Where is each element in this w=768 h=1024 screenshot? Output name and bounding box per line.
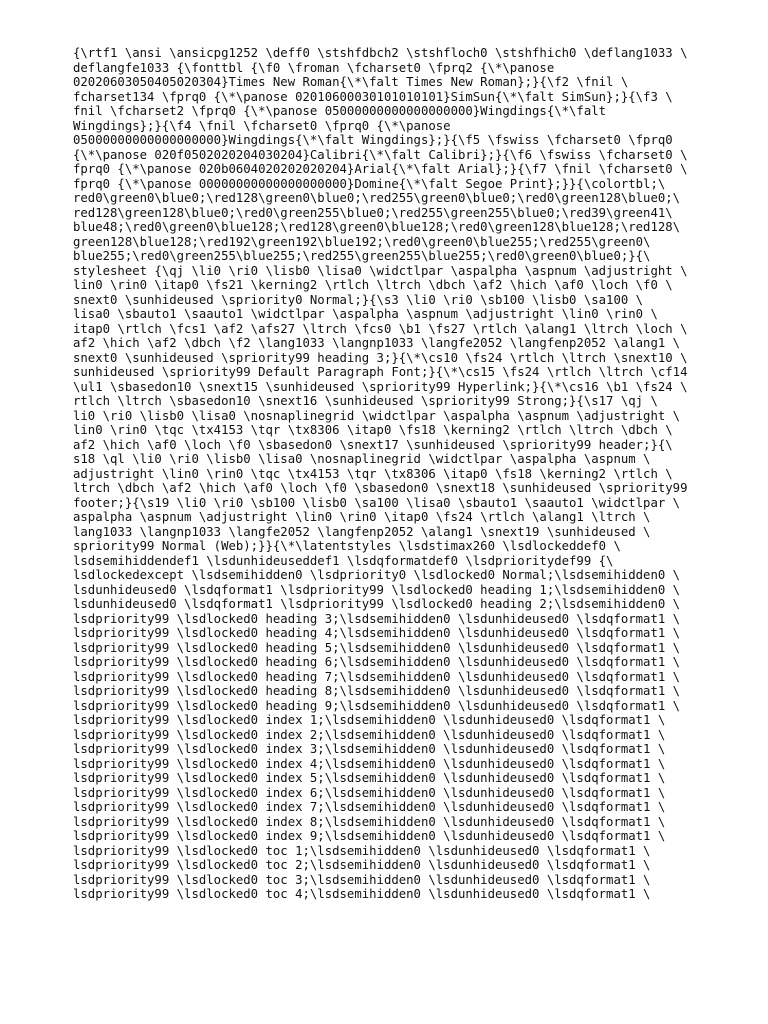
text-line: 05000000000000000000}Wingdings{\*\falt Wingdings};}{\f5 \fswiss \fcharset0 \fprq0 xyxy=(73,133,673,147)
text-line: lsdunhideused0 \lsdqformat1 \lsdpriority99 \lsdlocked0 heading 2;\lsdsemihidden0 \ xyxy=(73,597,681,611)
text-line: {\rtf1 \ansi \ansicpg1252 \deff0 \stshfdbch2 \stshfloch0 \stshfhich0 \deflang1033 \ xyxy=(73,46,688,60)
text-line xyxy=(73,902,753,917)
text-line: snext0 \sunhideused \spriority0 Normal;}{\s3 \li0 \ri0 \sb100 \lisb0 \sa100 \ xyxy=(73,292,644,307)
text-line: fnil \fcharset2 \fprq0 {\*\panose 05000000000000000000}Wingdings{\*\falt xyxy=(73,104,607,118)
text-line: itap0 \rtlch \fcs1 \af2 \afs27 \ltrch \fcs0 \b1 \fs27 \rtlch \alang1 \ltrch \loch \ xyxy=(73,321,688,336)
text-line: lsdpriority99 \lsdlocked0 index 1;\lsdsemihidden0 \lsdunhideused0 \lsdqformat1 \ xyxy=(73,713,666,727)
text-line: af2 \hich \af2 \dbch \f2 \lang1033 \langnp1033 \langfe2052 \langfenp2052 \alang1 \ xyxy=(73,336,681,350)
text-line: aspalpha \aspnum \adjustright \lin0 \rin0 \itap0 \fs24 \rtlch \alang1 \ltrch \ xyxy=(73,510,651,524)
text-line: lsdpriority99 \lsdlocked0 index 2;\lsdsemihidden0 \lsdunhideused0 \lsdqformat1 \ xyxy=(73,727,666,742)
text-line: lsdpriority99 \lsdlocked0 index 3;\lsdsemihidden0 \lsdunhideused0 \lsdqformat1 \ xyxy=(73,742,666,756)
text-line: spriority99 Normal (Web);}}{\*\latentstyles \lsdstimax260 \lsdlockeddef0 \ xyxy=(73,539,621,553)
text-line: lsdpriority99 \lsdlocked0 index 5;\lsdsemihidden0 \lsdunhideused0 \lsdqformat1 \ xyxy=(73,771,666,785)
text-line: adjustright \lin0 \rin0 \tqc \tx4153 \tqr \tx8306 \itap0 \fs18 \kerning2 \rtlch \ xyxy=(73,466,673,481)
text-line: red128\green128\blue0;\red0\green255\blue0;\red255\green255\blue0;\red39\green41\ xyxy=(73,205,673,220)
text-line: lisa0 \sbauto1 \saauto1 \widctlpar \aspalpha \aspnum \adjustright \lin0 \rin0 \ xyxy=(73,307,658,321)
text-line: blue255;\red0\green255\blue255;\red255\green255\blue255;\red0\green0\blue0;}{\ xyxy=(73,249,651,263)
text-line: 02020603050405020304}Times New Roman{\*\falt Times New Roman};}{\f2 \fnil \ xyxy=(73,75,629,89)
text-line: lsdpriority99 \lsdlocked0 index 7;\lsdsemihidden0 \lsdunhideused0 \lsdqformat1 \ xyxy=(73,800,666,814)
text-line: s18 \ql \li0 \ri0 \lisb0 \lisa0 \nosnaplinegrid \widctlpar \aspalpha \aspnum \ xyxy=(73,452,651,466)
text-line: lin0 \rin0 \tqc \tx4153 \tqr \tx8306 \itap0 \fs18 \kerning2 \rtlch \ltrch \dbch \ xyxy=(73,423,673,437)
text-line: sunhideused \spriority99 Default Paragraph Font;}{\*\cs15 \fs24 \rtlch \ltrch \cf14 xyxy=(73,365,688,379)
text-line: lsdpriority99 \lsdlocked0 heading 6;\lsdsemihidden0 \lsdunhideused0 \lsdqformat1 \ xyxy=(73,655,681,669)
text-line: {\*\panose 020f0502020204030204}Calibri{\*\falt Calibri};}{\f6 \fswiss \fcharset0 \ xyxy=(73,147,688,162)
text-line: lsdpriority99 \lsdlocked0 index 8;\lsdsemihidden0 \lsdunhideused0 \lsdqformat1 \ xyxy=(73,814,666,829)
text-line: li0 \ri0 \lisb0 \lisa0 \nosnaplinegrid \widctlpar \aspalpha \aspnum \adjustright \ xyxy=(73,408,681,423)
text-line: lsdpriority99 \lsdlocked0 toc 4;\lsdsemihidden0 \lsdunhideused0 \lsdqformat1 \ xyxy=(73,887,651,901)
text-line: deflangfe1033 {\fonttbl {\f0 \froman \fcharset0 \fprq2 {\*\panose xyxy=(73,60,555,75)
text-line: lsdsemihiddendef1 \lsdunhideuseddef1 \lsdqformatdef0 \lsdprioritydef99 {\ xyxy=(73,553,614,568)
text-line: rtlch \ltrch \sbasedon10 \snext16 \sunhideused \spriority99 Strong;}{\s17 \qj \ xyxy=(73,394,658,408)
text-line: lsdpriority99 \lsdlocked0 index 4;\lsdsemihidden0 \lsdunhideused0 \lsdqformat1 \ xyxy=(73,756,666,771)
text-line: lsdpriority99 \lsdlocked0 heading 7;\lsdsemihidden0 \lsdunhideused0 \lsdqformat1 \ xyxy=(73,669,681,684)
text-line: lsdpriority99 \lsdlocked0 heading 5;\lsdsemihidden0 \lsdunhideused0 \lsdqformat1 \ xyxy=(73,640,681,655)
text-line: lsdpriority99 \lsdlocked0 index 6;\lsdsemihidden0 \lsdunhideused0 \lsdqformat1 \ xyxy=(73,785,666,800)
text-line: lsdpriority99 \lsdlocked0 toc 2;\lsdsemihidden0 \lsdunhideused0 \lsdqformat1 \ xyxy=(73,858,651,872)
text-line: fprq0 {\*\panose 020b0604020202020204}Arial{\*\falt Arial};}{\f7 \fnil \fcharset0 \ xyxy=(73,162,688,176)
text-line: lsdlockedexcept \lsdsemihidden0 \lsdpriority0 \lsdlocked0 Normal;\lsdsemihidden0 \ xyxy=(73,568,681,582)
text-line: fprq0 {\*\panose 00000000000000000000}Domine{\*\falt Segoe Print};}}{\colortbl;\ xyxy=(73,176,666,191)
text-line: \ul1 \sbasedon10 \snext15 \sunhideused \spriority99 Hyperlink;}{\*\cs16 \b1 \fs24 \ xyxy=(73,379,688,394)
text-line: lsdpriority99 \lsdlocked0 heading 4;\lsdsemihidden0 \lsdunhideused0 \lsdqformat1 \ xyxy=(73,626,681,640)
text-line: ltrch \dbch \af2 \hich \af0 \loch \f0 \sbasedon0 \snext18 \sunhideused \spriority99 xyxy=(73,481,688,495)
text-line: lang1033 \langnp1033 \langfe2052 \langfenp2052 \alang1 \snext19 \sunhideused \ xyxy=(73,524,651,539)
text-line: Wingdings};}{\f4 \fnil \fcharset0 \fprq0 {\*\panose xyxy=(73,118,451,133)
text-line: fcharset134 \fprq0 {\*\panose 02010600030101010101}SimSun{\*\falt SimSun};}{\f3 \ xyxy=(73,89,673,104)
text-line: lin0 \rin0 \itap0 \fs21 \kerning2 \rtlch \ltrch \dbch \af2 \hich \af0 \loch \f0 \ xyxy=(73,278,673,292)
text-line: stylesheet {\qj \li0 \ri0 \lisb0 \lisa0 \widctlpar \aspalpha \aspnum \adjustright \ xyxy=(73,263,688,278)
text-line: blue48;\red0\green0\blue128;\red128\green0\blue128;\red0\green128\blue128;\red128\ xyxy=(73,220,681,234)
text-line: green128\blue128;\red192\green192\blue192;\red0\green0\blue255;\red255\green0\ xyxy=(73,234,651,249)
text-line: lsdpriority99 \lsdlocked0 heading 8;\lsdsemihidden0 \lsdunhideused0 \lsdqformat1 \ xyxy=(73,684,681,698)
text-line: lsdpriority99 \lsdlocked0 index 9;\lsdsemihidden0 \lsdunhideused0 \lsdqformat1 \ xyxy=(73,829,666,843)
text-line: snext0 \sunhideused \spriority99 heading 3;}{\*\cs10 \fs24 \rtlch \ltrch \snext10 \ xyxy=(73,350,688,365)
text-line: lsdpriority99 \lsdlocked0 heading 9;\lsdsemihidden0 \lsdunhideused0 \lsdqformat1 \ xyxy=(73,698,681,713)
text-line: lsdpriority99 \lsdlocked0 heading 3;\lsdsemihidden0 \lsdunhideused0 \lsdqformat1 \ xyxy=(73,611,681,626)
text-line: lsdunhideused0 \lsdqformat1 \lsdpriority99 \lsdlocked0 heading 1;\lsdsemihidden0 \ xyxy=(73,582,681,597)
text-line: red0\green0\blue0;\red128\green0\blue0;\red255\green0\blue0;\red0\green128\blue0;\ xyxy=(73,191,681,205)
text-line: lsdpriority99 \lsdlocked0 toc 3;\lsdsemihidden0 \lsdunhideused0 \lsdqformat1 \ xyxy=(73,872,651,887)
text-line: footer;}{\s19 \li0 \ri0 \sb100 \lisb0 \sa100 \lisa0 \sbauto1 \saauto1 \widctlpar \ xyxy=(73,495,681,510)
rtf-source-text xyxy=(73,46,753,931)
text-line: lsdpriority99 \lsdlocked0 toc 1;\lsdsemihidden0 \lsdunhideused0 \lsdqformat1 \ xyxy=(73,843,651,858)
text-line: af2 \hich \af0 \loch \f0 \sbasedon0 \snext17 \sunhideused \spriority99 header;}{\ xyxy=(73,437,673,452)
text-line xyxy=(73,916,753,931)
